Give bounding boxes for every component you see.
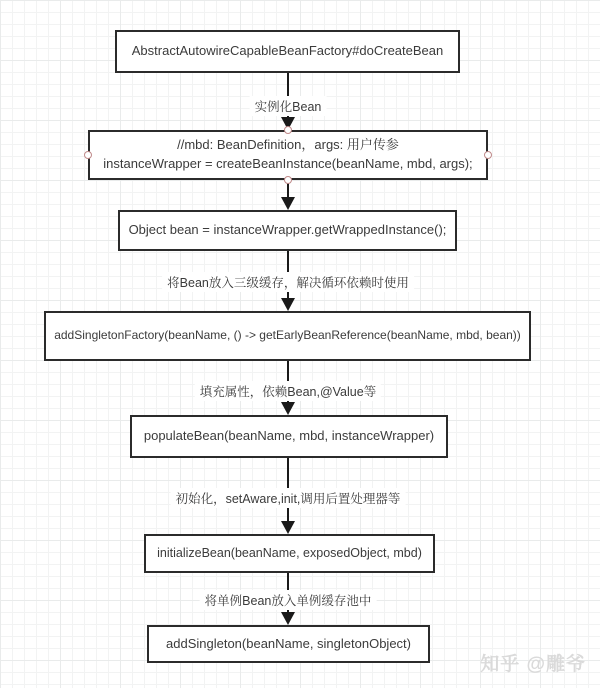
node-populate-bean [130,415,448,458]
node-add-singleton-factory [44,311,531,361]
edge-label-instantiate-bean: 实例化Bean [250,96,327,116]
node-code-line: instanceWrapper = createBeanInstance(beanName, mbd, args); [103,156,473,171]
node-label: addSingletonFactory(beanName, () -> getEarlyBeanReference(beanName, mbd, bean)) [54,328,521,343]
edge-label-third-level-cache: 将Bean放入三级缓存，解决循环依赖时使用 [162,272,414,292]
arrow-down-icon [281,402,295,415]
connection-point-icon [284,176,292,184]
node-label: Object bean = instanceWrapper.getWrappedInstance(); [128,222,447,238]
zhihu-watermark: 知乎 @雕爷 [480,654,586,675]
node-label: AbstractAutowireCapableBeanFactory#doCreateBean [131,43,444,59]
connection-point-icon [484,151,492,159]
arrow-down-icon [281,521,295,534]
arrow-down-icon [281,612,295,625]
node-initialize-bean [144,534,435,573]
connection-point-icon [84,151,92,159]
node-do-create-bean [115,30,460,73]
node-add-singleton [147,625,430,663]
edge-label-singleton-pool: 将单例Bean放入单例缓存池中 [200,590,377,610]
arrow-down-icon [281,298,295,311]
node-label: populateBean(beanName, mbd, instanceWrapper) [143,428,435,444]
arrow-down-icon [281,197,295,210]
node-get-wrapped-instance [118,210,457,251]
edge-label-initialize: 初始化，setAware,init,调用后置处理器等 [171,488,406,508]
node-label: initializeBean(beanName, exposedObject, mbd) [157,546,422,561]
connection-point-icon [284,126,292,134]
node-comment-line: //mbd: BeanDefinition，args: 用户传参 [177,137,399,153]
node-create-bean-instance [88,130,488,180]
node-label: addSingleton(beanName, singletonObject) [166,635,411,651]
edge-label-populate-properties: 填充属性，依赖Bean,@Value等 [195,381,381,401]
